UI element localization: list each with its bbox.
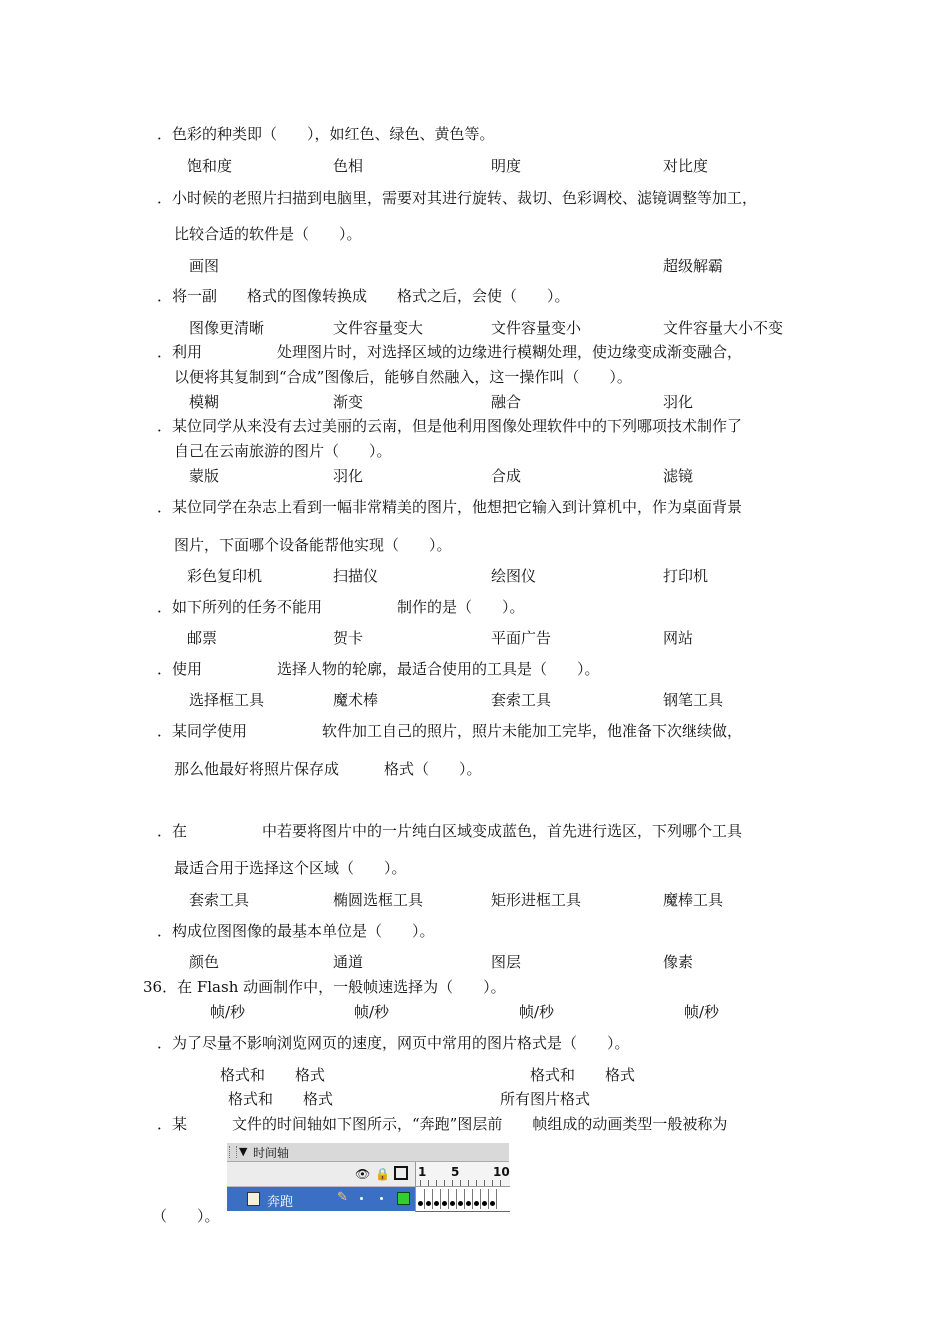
question-5-line2: 自己在云南旅游的图片（ ）。 (174, 442, 392, 460)
ruler-tick (452, 1180, 453, 1186)
option-a: 饱和度 (187, 157, 233, 175)
question-10-line1: ．在 中若要将图片中的一片纯白区域变成蓝色，首先进行选区，下列哪个工具 (157, 822, 743, 840)
option-c: 图层 (491, 953, 522, 971)
question-2-line2: 比较合适的软件是（ ）。 (174, 225, 362, 243)
keyframe[interactable] (490, 1201, 495, 1206)
frame-divider (432, 1189, 433, 1209)
ruler-tick (500, 1180, 501, 1186)
option-c: 帧/秒 (519, 1003, 555, 1021)
frame-divider (440, 1189, 441, 1209)
frame-divider (496, 1189, 497, 1209)
frame-divider (472, 1189, 473, 1209)
timeline-header (227, 1143, 509, 1162)
outline-icon (394, 1166, 408, 1180)
option-a: 彩色复印机 (187, 567, 263, 585)
ruler-tick (468, 1180, 469, 1186)
layer-icons-bar (227, 1162, 415, 1187)
option-d: 帧/秒 (684, 1003, 720, 1021)
ruler-tick (436, 1180, 437, 1186)
ruler-tick (484, 1180, 485, 1186)
visibility-dot[interactable] (360, 1197, 363, 1200)
flash-timeline-figure (227, 1143, 509, 1211)
question-13: ．为了尽量不影响浏览网页的速度，网页中常用的图片格式是（ ）。 (157, 1034, 630, 1052)
option-a: 邮票 (187, 629, 218, 647)
frame-cells[interactable] (415, 1187, 510, 1212)
option-a: 选择框工具 (189, 691, 265, 709)
option-c: 格式和 格式 (228, 1090, 334, 1108)
option-c: 矩形进框工具 (491, 891, 582, 909)
question-4-line1: ．利用 处理图片时，对选择区域的边缘进行模糊处理，使边缘变成渐变融合， (157, 343, 743, 361)
option-d: 文件容量大小不变 (663, 319, 784, 337)
frame-divider (488, 1189, 489, 1209)
question-11: ．构成位图图像的最基本单位是（ ）。 (157, 922, 435, 940)
timeline-title: 时间轴 (253, 1146, 290, 1160)
layer-page-icon (247, 1192, 260, 1206)
ruler-tick (460, 1180, 461, 1186)
option-a: 蒙版 (189, 467, 220, 485)
option-b: 格式和 格式 (530, 1066, 636, 1084)
keyframe[interactable] (442, 1201, 447, 1206)
frame-divider (464, 1189, 465, 1209)
option-d: 羽化 (663, 393, 694, 411)
option-a: 画图 (189, 257, 220, 275)
option-a: 图像更清晰 (189, 319, 265, 337)
option-a: 帧/秒 (210, 1003, 246, 1021)
frame-divider (456, 1189, 457, 1209)
question-4-line2: 以便将其复制到“合成”图像后，能够自然融入，这一操作叫（ ）。 (174, 368, 632, 386)
option-d: 像素 (663, 953, 694, 971)
outline-color-square[interactable] (397, 1192, 410, 1205)
ruler-tick (428, 1180, 429, 1186)
question-9-line1: ．某同学使用 软件加工自己的照片，照片未能加工完毕，他准备下次继续做， (157, 722, 743, 740)
option-b: 扫描仪 (333, 567, 379, 585)
keyframe[interactable] (474, 1201, 479, 1206)
question-3: ．将一副 格式的图像转换成 格式之后，会使（ ）。 (157, 287, 570, 305)
lock-dot[interactable] (380, 1197, 383, 1200)
option-c: 文件容量变小 (491, 319, 582, 337)
grip-handle (229, 1146, 237, 1158)
option-b: 贺卡 (333, 629, 364, 647)
option-d: 网站 (663, 629, 694, 647)
question-6-line2: 图片，下面哪个设备能帮他实现（ ）。 (174, 536, 452, 554)
eye-icon: 👁 (355, 1167, 371, 1181)
keyframe[interactable] (482, 1201, 487, 1206)
question-12: 36．在 Flash 动画制作中，一般帧速选择为（ ）。 (143, 978, 506, 996)
ruler-tick (492, 1180, 493, 1186)
option-c: 合成 (491, 467, 522, 485)
option-b: 渐变 (333, 393, 364, 411)
option-d: 所有图片格式 (500, 1090, 591, 1108)
layer-name: 奔跑 (267, 1195, 294, 1210)
question-5-line1: ．某位同学从来没有去过美丽的云南，但是他利用图像处理软件中的下列哪项技术制作了 (157, 417, 743, 435)
option-b: 羽化 (333, 467, 364, 485)
option-d: 钢笔工具 (663, 691, 724, 709)
ruler-label-10: 10 (493, 1165, 510, 1179)
option-b: 椭圆选框工具 (333, 891, 424, 909)
option-b: 色相 (333, 157, 364, 175)
option-d: 打印机 (663, 567, 709, 585)
option-d: 超级解霸 (663, 257, 724, 275)
question-8: ．使用 选择人物的轮廓，最适合使用的工具是（ ）。 (157, 660, 600, 678)
keyframe[interactable] (450, 1201, 455, 1206)
question-1: ．色彩的种类即（ ），如红色、绿色、黄色等。 (157, 125, 495, 143)
lock-icon: 🔒 (375, 1167, 390, 1181)
question-14-line1: ．某 文件的时间轴如下图所示，“奔跑”图层前 帧组成的动画类型一般被称为 (157, 1115, 728, 1133)
frame-divider (424, 1189, 425, 1209)
option-b: 通道 (333, 953, 364, 971)
frame-divider (448, 1189, 449, 1209)
option-b: 文件容量变大 (333, 319, 424, 337)
option-a: 模糊 (189, 393, 220, 411)
question-2-line1: ．小时候的老照片扫描到电脑里，需要对其进行旋转、裁切、色彩调校、滤镜调整等加工， (157, 189, 758, 207)
ruler-label-5: 5 (451, 1165, 460, 1179)
option-a: 套索工具 (189, 891, 250, 909)
option-b: 帧/秒 (354, 1003, 390, 1021)
keyframe[interactable] (458, 1201, 463, 1206)
ruler-label-1: 1 (418, 1165, 427, 1179)
question-7: ．如下所列的任务不能用 制作的是（ ）。 (157, 598, 525, 616)
option-d: 对比度 (663, 157, 709, 175)
question-10-line2: 最适合用于选择这个区域（ ）。 (174, 859, 407, 877)
frame-divider (480, 1189, 481, 1209)
option-c: 明度 (491, 157, 522, 175)
ruler-tick (444, 1180, 445, 1186)
collapse-triangle-icon: ▼ (239, 1145, 248, 1158)
ruler-tick (420, 1180, 421, 1186)
layer-row[interactable] (227, 1187, 415, 1211)
keyframe[interactable] (426, 1201, 431, 1206)
option-c: 融合 (491, 393, 522, 411)
keyframe[interactable] (466, 1201, 471, 1206)
option-d: 魔棒工具 (663, 891, 724, 909)
option-a: 格式和 格式 (220, 1066, 326, 1084)
keyframe[interactable] (434, 1201, 439, 1206)
question-9-line2: 那么他最好将照片保存成 格式（ ）。 (174, 760, 482, 778)
keyframe[interactable] (418, 1201, 423, 1206)
option-c: 套索工具 (491, 691, 552, 709)
question-6-line1: ．某位同学在杂志上看到一幅非常精美的图片，他想把它输入到计算机中，作为桌面背景 (157, 498, 743, 516)
option-c: 平面广告 (491, 629, 552, 647)
option-d: 滤镜 (663, 467, 694, 485)
frame-ruler (415, 1162, 510, 1187)
option-b: 魔术棒 (333, 691, 379, 709)
option-c: 绘图仪 (491, 567, 537, 585)
ruler-tick (476, 1180, 477, 1186)
pencil-icon: ✎ (337, 1190, 348, 1205)
question-14-line2: （ ）。 (152, 1207, 220, 1225)
option-a: 颜色 (189, 953, 220, 971)
